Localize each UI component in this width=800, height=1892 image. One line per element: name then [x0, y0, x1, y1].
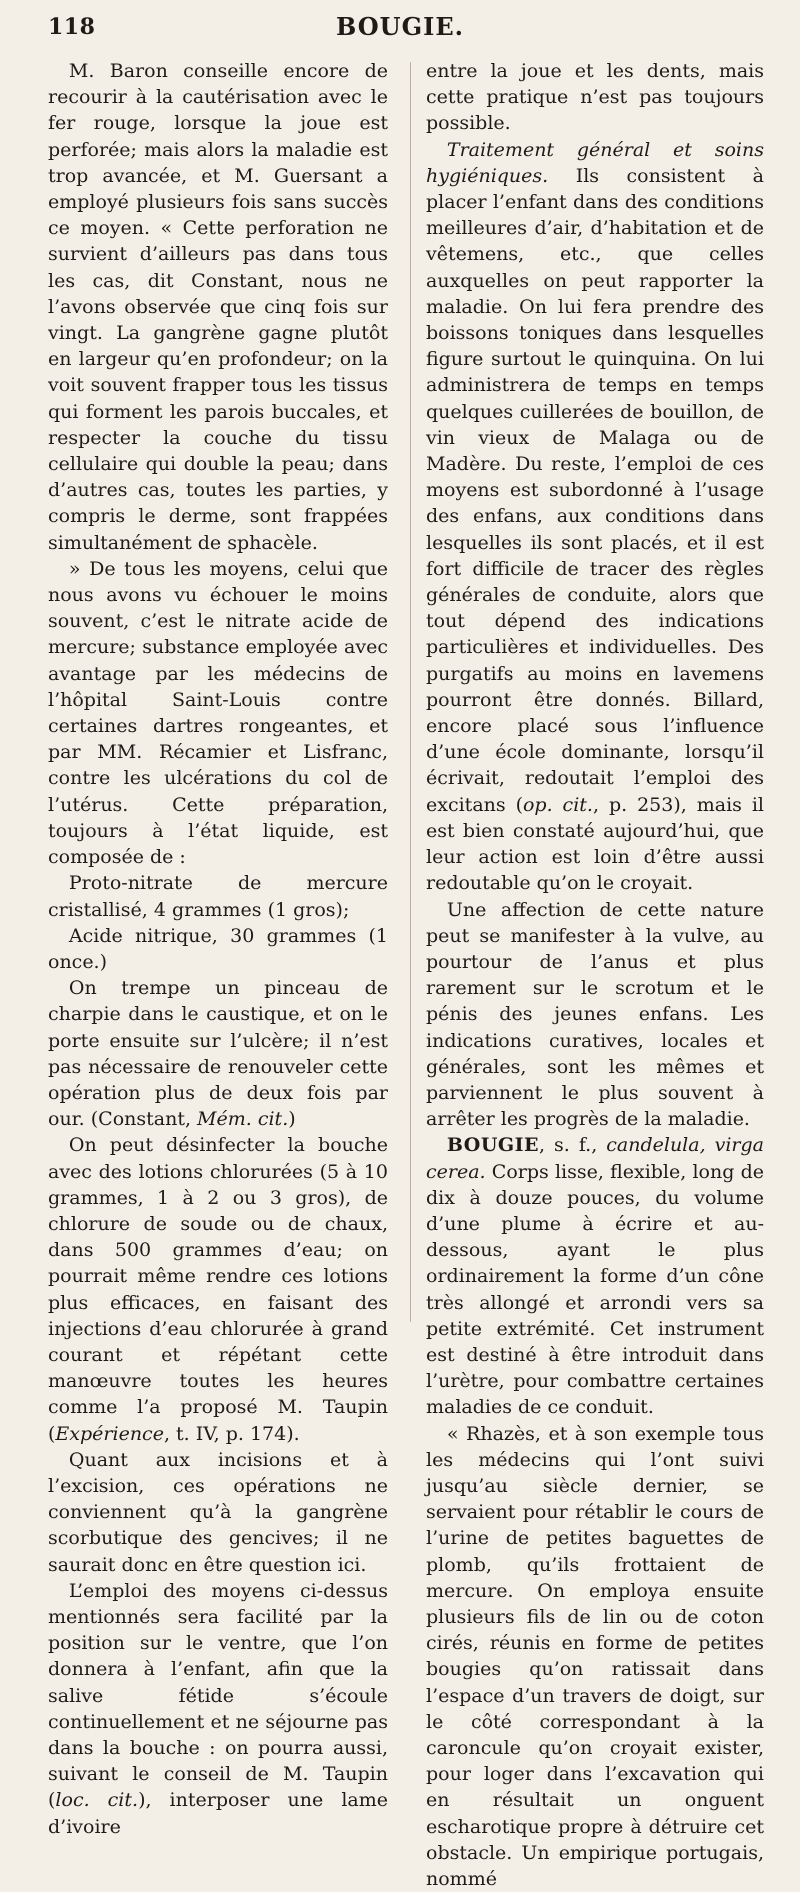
citation: Mém. cit. [197, 1108, 289, 1131]
recipe-line: Acide nitrique, 30 grammes (1 once.) [48, 924, 388, 973]
text-run: ) [288, 1108, 296, 1131]
text-run: Ils consistent à placer l’enfant dans des conditions meilleures d’air, d’habitation et de vêtemens, etc., que celles auxquelles on peut rapporter la maladie. On lui fera prendre des boissons toniques dans lesquelles figure surtout le quinquina. On lui administrera de temps en temps quelques cuillerées de bouillon, de vin vieux de Malaga ou de Madère. Du reste, l’emploi de ces moyens est subordonné à l’usage des enfans, aux conditions dans lesquelles ils sont placés, et il est fort difficile de tracer des règles générales de conduite, alors que tout dépend des indications particulières et individuelles. Des purgatifs au moins en lavemens pourront être donnés. Billard, encore placé sous l’influence d’une école dominante, lorsqu’il écrivait, redoutait l’emploi des excitans ( [426, 164, 764, 816]
paragraph: Une affection de cette nature peut se manifester à la vulve, au pourtour de l’anus et plus rarement sur le scrotum et le pénis des jeunes enfans. Les indications curatives, locales et générales, sont les mêmes et parviennent le plus souvent à arrêter les progrès de la maladie. [426, 898, 764, 1131]
text-run: , t. IV, p. 174). [163, 1422, 300, 1445]
dictionary-entry [426, 1132, 764, 1420]
citation: loc. cit. [55, 1789, 139, 1812]
entry-headword: BOUGIE [446, 1134, 540, 1157]
running-head: BOUGIE. [336, 12, 464, 41]
latin-term: candelula, virga cerea. [426, 1134, 764, 1183]
paragraph [48, 1132, 388, 1446]
text-run: On peut désinfecter la bouche avec des lotions chlorurées (5 à 10 grammes, 1 à 2 ou 3 gros), de chlorure de soude ou de chaux, dans 500 grammes d’eau; on pourrait même rendre ces lotions plus efficaces, en faisant des injections d’eau chlorurée à grand courant et répétant cette manœuvre toutes les heures comme l’a proposé M. Taupin ( [48, 1134, 388, 1445]
page-header [0, 8, 800, 48]
text-run: , p. 253), mais il est bien constaté aujourd’hui, que leur action est loin d’être aussi redoutable qu’on le croyait. [426, 793, 764, 895]
left-column [48, 58, 388, 1840]
text-run: Corps lisse, flexible, long de dix à douze pouces, du volume d’une plume à écrire et au-dessous, ayant le plus ordinairement la forme d’un cône très allongé et arrondi vers sa petite extrémité. Cet instrument est destiné à être introduit dans l’urètre, pour combattre certaines maladies de ce conduit. [426, 1160, 764, 1419]
section-heading: Traitement général et soins hygiéniques. [426, 138, 764, 187]
paragraph: « Rhazès, et à son exemple tous les médecins qui l’ont suivi jusqu’au siècle dernier, se servaient pour rétablir le cours de l’urine de petites baguettes de plomb, qu’ils frottaient de mercure. On employa ensuite plusieurs fils de lin ou de coton cirés, réunis en forme de petites bougies qu’on ratissait dans l’espace d’un travers de doigt, sur le côté correspondant à la caroncule qu’on croyait exister, pour loger dans l’excavation qui en résultait un onguent escharotique propre à détruire cet obstacle. Un empirique portugais, nommé [426, 1422, 764, 1891]
paragraph [426, 137, 764, 897]
paragraph: Quant aux incisions et à l’excision, ces opérations ne conviennent qu’à la gangrène scorbutique des gencives; il ne saurait donc en être question ici. [48, 1448, 388, 1576]
column-divider [410, 62, 411, 1322]
paragraph [48, 1578, 388, 1840]
page-number: 118 [48, 14, 96, 40]
paragraph: entre la joue et les dents, mais cette pratique n’est pas toujours possible. [426, 60, 764, 135]
paragraph: » De tous les moyens, celui que nous avons vu échouer le moins souvent, c’est le nitrate acide de mercure; substance employée avec avantage par les médecins de l’hôpital Saint-Louis contre certaines dartres rongeantes, et par MM. Récamier et Lisfranc, contre les ulcérations du col de l’utérus. Cette préparation, toujours à l’état liquide, est composée de : [48, 557, 388, 869]
text-run: L’emploi des moyens ci-dessus mentionnés sera facilité par la position sur le ventre, que l’on donnera à l’enfant, afin que la salive fétide s’écoule continuellement et ne séjourne pas dans la bouche : on pourra aussi, suivant le conseil de M. Taupin ( [48, 1579, 388, 1812]
text-run: ), interposer une lame d’ivoire [48, 1789, 388, 1838]
paragraph [48, 975, 388, 1132]
right-column [426, 58, 764, 1892]
text-run: , s. f., [539, 1134, 607, 1157]
citation: Expérience [55, 1422, 164, 1445]
text-run: On trempe un pinceau de charpie dans le caustique, et on le porte ensuite sur l’ulcère; il n’est pas nécessaire de renouveler cette opération plus de deux fois par our. (Constant, [48, 977, 388, 1131]
citation: op. cit. [522, 793, 593, 816]
paragraph: M. Baron conseille encore de recourir à la cautérisation avec le fer rouge, lorsque la joue est perforée; mais alors la maladie est trop avancée, et M. Guersant a employé plusieurs fois sans succès ce moyen. « Cette perforation ne survient d’ailleurs pas dans tous les cas, dit Constant, nous ne l’avons observée que cinq fois sur vingt. La gangrène gagne plutôt en largeur qu’en profondeur; on la voit souvent frapper tous les tissus qui forment les parois buccales, et respecter la couche du tissu cellulaire qui double la peau; dans d’autres cas, toutes les parties, y compris le derme, sont frappées simultanément de sphacèle. [48, 60, 388, 554]
recipe-line: Proto-nitrate de mercure cristallisé, 4 grammes (1 gros); [48, 872, 388, 921]
